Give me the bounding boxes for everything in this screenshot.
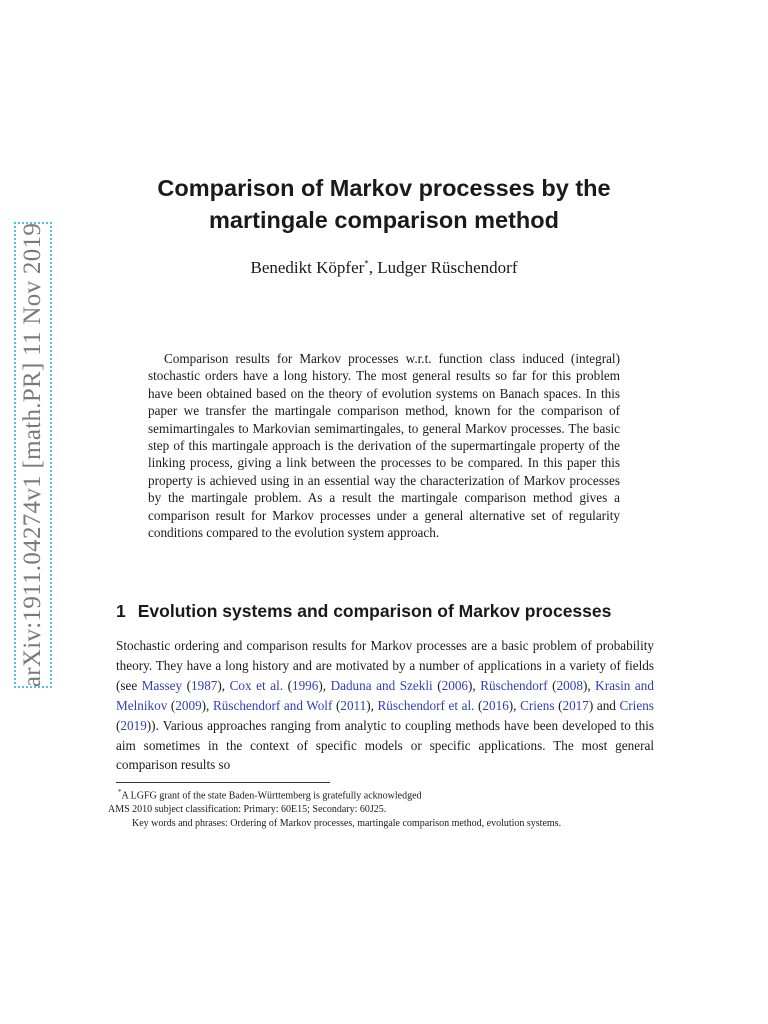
paragraph-text: ), <box>318 677 331 693</box>
citation-year-link[interactable]: 2017 <box>562 697 589 713</box>
paragraph-text: ), <box>201 697 213 713</box>
authors <box>100 258 668 278</box>
footnote-grant <box>108 785 654 803</box>
footnotes <box>108 785 654 831</box>
paragraph-text: ) and <box>588 697 620 713</box>
citation-year-link[interactable]: 2019 <box>120 717 147 733</box>
citation-link[interactable]: Rüschendorf and Wolf <box>212 697 333 713</box>
paragraph-text: ( <box>167 697 176 713</box>
title-line-2: martingale comparison method <box>209 207 559 233</box>
title-line-1: Comparison of Markov processes by the <box>157 175 611 201</box>
citation-link[interactable]: Rüschendorf et al. <box>377 697 475 713</box>
citation-link[interactable]: Cox et al. <box>229 677 284 693</box>
paper-title <box>100 172 668 236</box>
author-2: , Ludger Rüschendorf <box>368 258 518 277</box>
citation-year-link[interactable]: 2006 <box>441 677 468 693</box>
author-footnote-mark: * <box>364 258 369 269</box>
paragraph-text: ), <box>217 677 230 693</box>
paragraph-text: ( <box>547 677 557 693</box>
citation-link[interactable]: Krasin and Melnikov <box>116 677 654 713</box>
citation-year-link[interactable]: 2009 <box>175 697 202 713</box>
citation-year-link[interactable]: 1987 <box>191 677 218 693</box>
footnote-rule <box>116 782 330 783</box>
citation-year-link[interactable]: 2016 <box>482 697 509 713</box>
abstract: Comparison results for Markov processes w.r.t. function class induced (integral) stochastic orders have a long history. The most general results so far for this problem have been obtained based on the theory of evolution systems on Banach spaces. In this paper we transfer the martingale comparison method, known for the comparison of semimartingales to Markovian semimartingales, to general Markov processes. The basic step of this martingale approach is the derivation of the supermartingale property of the linking process, giving a link between the processes to be compared. In this paper this property is achieved using in an essential way the characterization of Markov processes by the martingale problem. As a result the martingale comparison method gives a comparison result for Markov processes under a general alternative set of regularity conditions compared to the evolution system approach. <box>148 351 620 541</box>
arxiv-id: arXiv:1911.04274v1 [math.PR] 11 Nov 2019 <box>19 222 46 688</box>
paragraph-text: ( <box>554 697 563 713</box>
paragraph-text: ( <box>283 677 292 693</box>
arxiv-identifier-stamp <box>14 222 52 688</box>
footnote-keywords: Key words and phrases: Ordering of Markov processes, martingale comparison method, evolution systems. <box>132 818 562 830</box>
section-title: Evolution systems and comparison of Markov processes <box>137 601 612 621</box>
paragraph-text: ( <box>432 677 442 693</box>
paragraph-text: ), <box>468 677 481 693</box>
section-number: 1 <box>116 601 126 621</box>
paragraph-text: )). Various approaches ranging from analytic to coupling methods have been developed to this aim sometimes in the context of specific models or specific applications. The most general comparison results so <box>116 717 654 773</box>
citation-link[interactable]: Rüschendorf <box>480 677 548 693</box>
citation-link[interactable]: Criens <box>619 697 654 713</box>
footnote-mark: * <box>118 788 122 796</box>
citation-link[interactable]: Daduna and Szekli <box>330 677 433 693</box>
paragraph-text: ), <box>508 697 521 713</box>
paragraph-text: ), <box>366 697 378 713</box>
paragraph-text: ( <box>332 697 341 713</box>
paragraph-text: ), <box>582 677 596 693</box>
citation-link[interactable]: Massey <box>141 677 183 693</box>
citation-year-link[interactable]: 2008 <box>556 677 583 693</box>
footnote-grant-text: A LGFG grant of the state Baden-Württemberg is gratefully acknowledged <box>121 790 422 802</box>
citation-year-link[interactable]: 1996 <box>291 677 319 693</box>
paragraph-text: ( <box>116 717 121 733</box>
footnote-ams: AMS 2010 subject classification: Primary: 60E15; Secondary: 60J25. <box>108 804 387 816</box>
citation-year-link[interactable]: 2011 <box>340 697 367 713</box>
section-heading <box>116 601 611 622</box>
citation-link[interactable]: Criens <box>520 697 555 713</box>
author-1: Benedikt Köpfer <box>250 258 365 277</box>
paragraph-text: ( <box>182 677 192 693</box>
paragraph-text: ( <box>474 697 483 713</box>
paragraph-text: Stochastic ordering and comparison results for Markov processes are a basic problem of probability theory. They have a long history and are motivated by a number of applications in a variety of fields (see <box>116 638 654 693</box>
intro-paragraph <box>116 636 654 775</box>
